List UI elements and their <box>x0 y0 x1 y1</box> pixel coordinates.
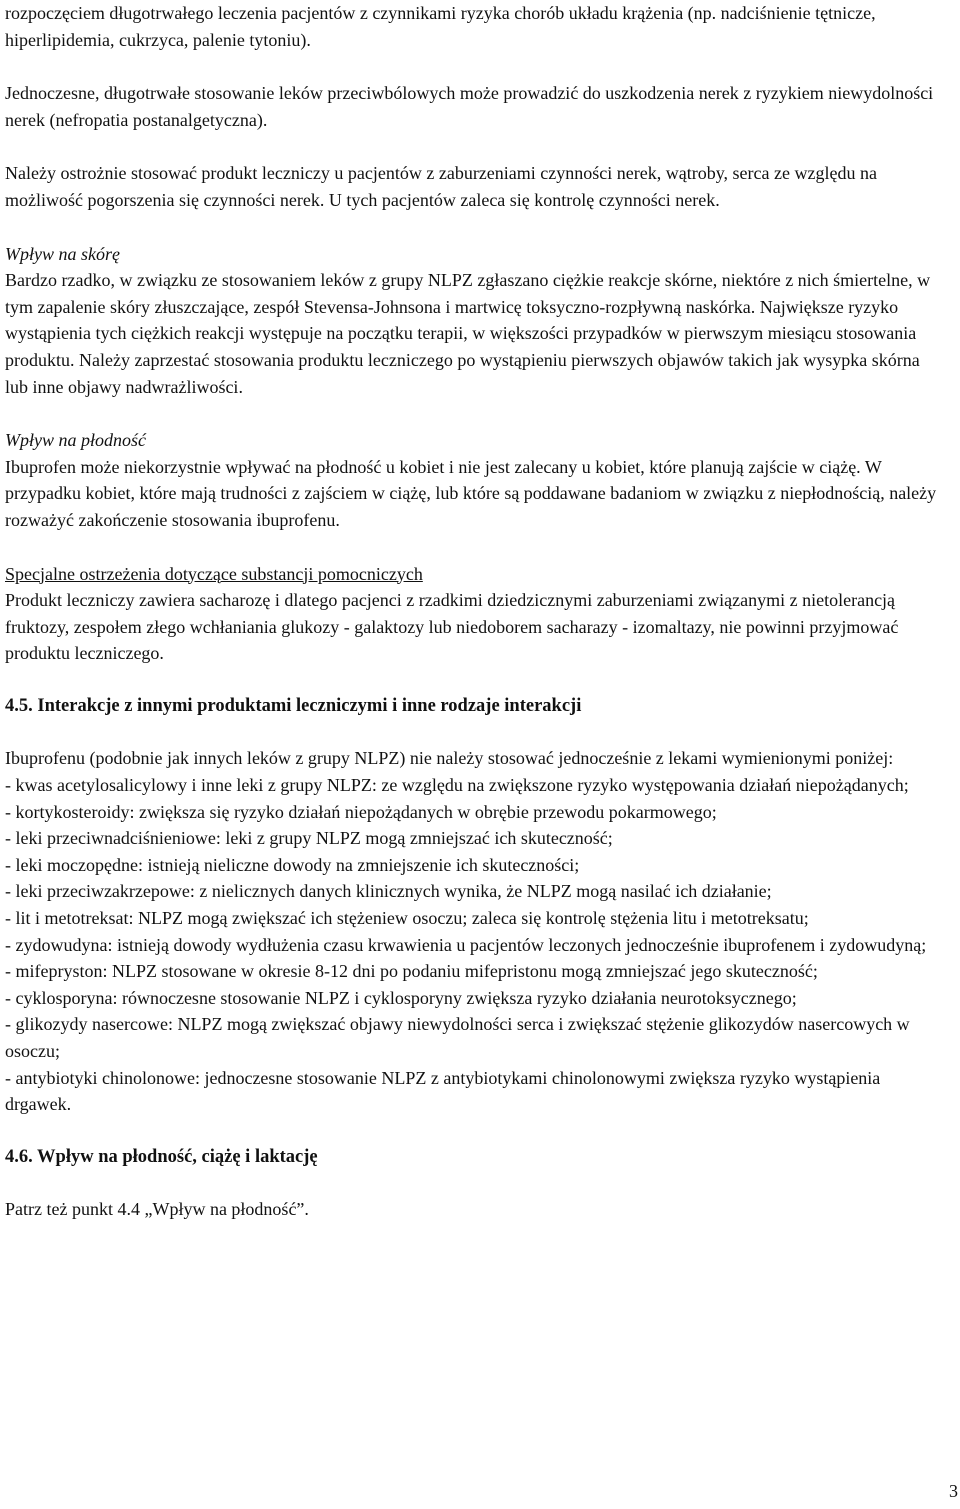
paragraph-fertility-effects: Ibuprofen może niekorzystnie wpływać na płodność u kobiet i nie jest zalecany u kobiet, które planują zajście w ciążę. W przypadku kobiet, które mają trudności z zajściem w ciążę, lub które są poddawane badaniom w związku z niepłodnością, należy rozważyć zakończenie stosowania ibuprofenu. <box>5 456 937 530</box>
paragraph-cardiovascular-risk: rozpoczęciem długotrwałego leczenia pacjentów z czynnikami ryzyka chorób układu krążenia (np. nadciśnienie tętnicze, hiperlipidemia, cukrzyca, palenie tytoniu). <box>5 3 876 50</box>
paragraph-excipients: Produkt leczniczy zawiera sacharozę i dlatego pacjenci z rzadkimi dziedzicznymi zaburzeniami związanymi z nietolerancją fruktozy, zespołem złego wchłaniania glukozy - galaktozy lub niedoborem sacharazy - izomaltazy, nie powinni przyjmować produktu leczniczego. <box>5 590 899 664</box>
list-item: - kortykosteroidy: zwiększa się ryzyko działań niepożądanych w obrębie przewodu pokarmowego; <box>5 801 717 822</box>
paragraph-caution-kidney: Należy ostrożnie stosować produkt leczniczy u pacjentów z zaburzeniami czynności nerek, wątroby, serca ze względu na możliwość pogorszenia się czynności nerek. U tych pacjentów zaleca się kontrolę czynności nerek. <box>5 163 877 210</box>
heading-excipients: Specjalne ostrzeżenia dotyczące substancji pomocniczych <box>5 563 423 584</box>
document-page <box>5 0 940 1223</box>
list-item: - cyklosporyna: równoczesne stosowanie NLPZ i cyklosporyny zwiększa ryzyko działania neurotoksycznego; <box>5 987 797 1008</box>
heading-skin-effects: Wpływ na skórę <box>5 243 120 264</box>
paragraph-skin-effects: Bardzo rzadko, w związku ze stosowaniem leków z grupy NLPZ zgłaszano ciężkie reakcje skórne, niektóre z nich śmiertelne, w tym zapalenie skóry złuszczające, zespół Stevensa-Johnsona i martwicę toksyczno-rozpływną naskórka. Największe ryzyko wystąpienia tych ciężkich reakcji występuje na początku terapii, w większości przypadków w pierwszym miesiącu stosowania produktu. Należy zaprzestać stosowania produktu leczniczego po wystąpieniu pierwszych objawów takich jak wysypka skórna lub inne objawy nadwrażliwości. <box>5 270 931 397</box>
page-number: 3 <box>949 1481 958 1501</box>
list-item: - lit i metotreksat: NLPZ mogą zwiększać ich stężeniew osoczu; zaleca się kontrolę stężenia litu i metotreksatu; <box>5 908 809 929</box>
list-item: - glikozydy nasercowe: NLPZ mogą zwiększać objawy niewydolności serca i zwiększać stężenie glikozydów nasercowych w osoczu; <box>5 1014 910 1061</box>
list-item: - zydowudyna: istnieją dowody wydłużenia czasu krwawienia u pacjentów leczonych jednocześnie ibuprofenem i zydowudyną; <box>5 934 927 955</box>
section-4-6-title: 4.6. Wpływ na płodność, ciążę i laktację <box>5 1146 318 1167</box>
list-item: - leki przeciwnadciśnieniowe: leki z grupy NLPZ mogą zmniejszać ich skuteczność; <box>5 828 613 849</box>
list-item: - leki przeciwzakrzepowe: z nielicznych danych klinicznych wynika, że NLPZ mogą nasilać ich działanie; <box>5 881 772 902</box>
section-4-5-title: 4.5. Interakcje z innymi produktami leczniczymi i inne rodzaje interakcji <box>5 695 582 716</box>
paragraph-kidney-damage: Jednoczesne, długotrwałe stosowanie leków przeciwbólowych może prowadzić do uszkodzenia nerek z ryzykiem niewydolności nerek (nefropatia postanalgetyczna). <box>5 83 934 130</box>
section-4-6-text: Patrz też punkt 4.4 „Wpływ na płodność”. <box>5 1199 309 1220</box>
list-item: - kwas acetylosalicylowy i inne leki z grupy NLPZ: ze względu na zwiększone ryzyko występowania działań niepożądanych; <box>5 775 909 796</box>
list-item: - leki moczopędne: istnieją nieliczne dowody na zmniejszenie ich skuteczności; <box>5 854 580 875</box>
heading-fertility-effects: Wpływ na płodność <box>5 430 146 451</box>
list-item: - mifepryston: NLPZ stosowane w okresie 8-12 dni po podaniu mifepristonu mogą zmniejszać jego skuteczność; <box>5 961 818 982</box>
interactions-list <box>5 772 940 1118</box>
list-item: - antybiotyki chinolonowe: jednoczesne stosowanie NLPZ z antybiotykami chinolonowymi zwiększa ryzyko wystąpienia drgawek. <box>5 1067 881 1115</box>
section-4-5-intro: Ibuprofenu (podobnie jak innych leków z grupy NLPZ) nie należy stosować jednocześnie z lekami wymienionymi poniżej: <box>5 748 894 769</box>
